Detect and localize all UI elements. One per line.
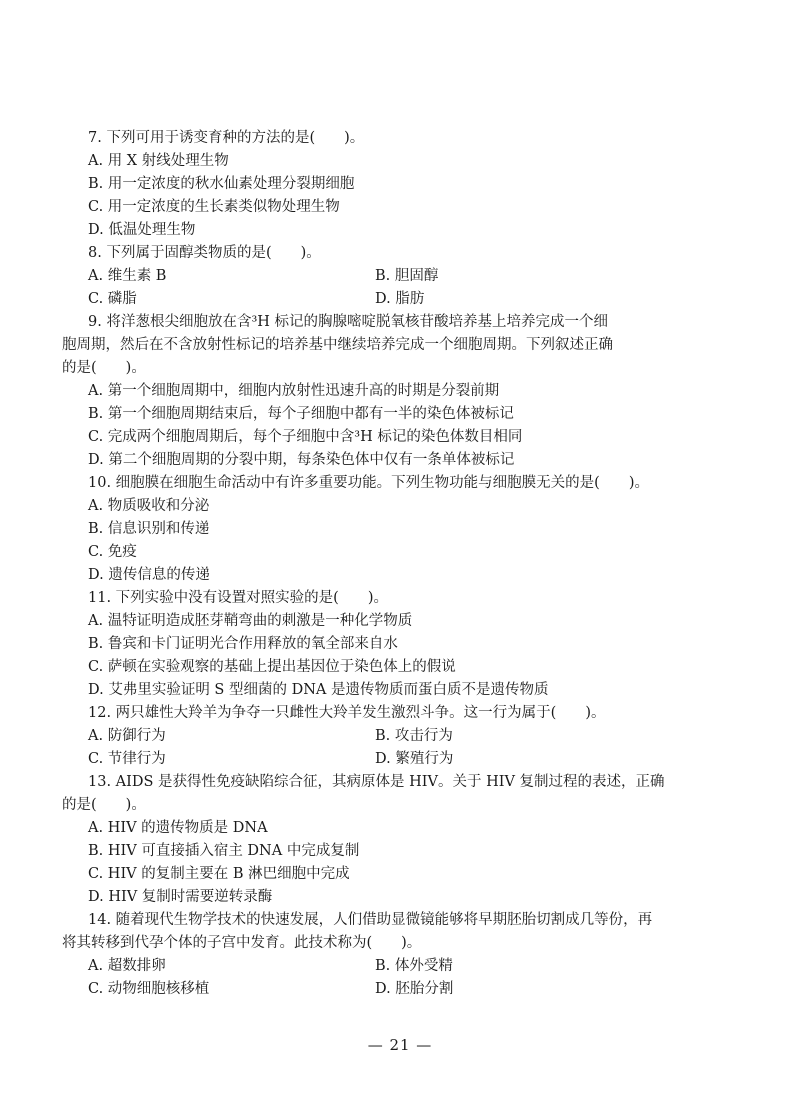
question-9-option-a: A. 第一个细胞周期中，细胞内放射性迅速升高的时期是分裂前期 <box>88 383 500 399</box>
question-13-option-c: C. HIV 的复制主要在 B 淋巴细胞中完成 <box>88 866 350 882</box>
question-7-option-c: C. 用一定浓度的生长素类似物处理生物 <box>88 199 340 215</box>
question-12-option-b: B. 攻击行为 <box>375 728 453 744</box>
question-10-stem: 10. 细胞膜在细胞生命活动中有许多重要功能。下列生物功能与细胞膜无关的是( )。 <box>88 475 649 491</box>
question-13-option-d: D. HIV 复制时需要逆转录酶 <box>88 889 273 905</box>
question-10-option-a: A. 物质吸收和分泌 <box>88 498 210 514</box>
question-11-stem: 11. 下列实验中没有设置对照实验的是( )。 <box>88 590 388 606</box>
question-14-option-a: A. 超数排卵 <box>88 958 166 974</box>
question-8-option-c: C. 磷脂 <box>88 291 137 307</box>
question-9-stem-line-2: 胞周期，然后在不含放射性标记的培养基中继续培养完成一个细胞周期。下列叙述正确 <box>62 337 613 353</box>
question-11-option-a: A. 温特证明造成胚芽鞘弯曲的刺激是一种化学物质 <box>88 613 413 629</box>
question-10-option-c: C. 免疫 <box>88 544 137 560</box>
question-10-option-d: D. 遗传信息的传递 <box>88 567 210 583</box>
question-7-option-d: D. 低温处理生物 <box>88 222 196 238</box>
question-9-option-c: C. 完成两个细胞周期后，每个子细胞中含³H 标记的染色体数目相同 <box>88 429 523 445</box>
question-13-option-b: B. HIV 可直接插入宿主 DNA 中完成复制 <box>88 843 360 859</box>
question-12-option-a: A. 防御行为 <box>88 728 166 744</box>
question-7-stem: 7. 下列可用于诱变育种的方法的是( )。 <box>88 130 365 146</box>
question-8-option-b: B. 胆固醇 <box>375 268 439 284</box>
question-14-option-d: D. 胚胎分割 <box>375 981 454 997</box>
question-13-stem-line-2: 的是( )。 <box>62 797 146 813</box>
question-9-stem-line-1: 9. 将洋葱根尖细胞放在含³H 标记的胸腺嘧啶脱氧核苷酸培养基上培养完成一个细 <box>88 314 609 330</box>
question-12-option-d: D. 繁殖行为 <box>375 751 454 767</box>
question-14-stem-line-1: 14. 随着现代生物学技术的快速发展，人们借助显微镜能够将早期胚胎切割成几等份，再 <box>88 912 653 928</box>
question-14-stem-line-2: 将其转移到代孕个体的子宫中发育。此技术称为( )。 <box>62 935 422 951</box>
question-9-option-b: B. 第一个细胞周期结束后，每个子细胞中都有一半的染色体被标记 <box>88 406 514 422</box>
question-9-stem-line-3: 的是( )。 <box>62 360 146 376</box>
page-number: — 21 — <box>367 1036 433 1054</box>
question-8-option-d: D. 脂肪 <box>375 291 425 307</box>
question-11-option-c: C. 萨顿在实验观察的基础上提出基因位于染色体上的假说 <box>88 659 456 675</box>
question-12-stem: 12. 两只雄性大羚羊为争夺一只雌性大羚羊发生激烈斗争。这一行为属于( )。 <box>88 705 606 721</box>
question-8-stem: 8. 下列属于固醇类物质的是( )。 <box>88 245 321 261</box>
question-11-option-d: D. 艾弗里实验证明 S 型细菌的 DNA 是遗传物质而蛋白质不是遗传物质 <box>88 682 549 698</box>
question-9-option-d: D. 第二个细胞周期的分裂中期，每条染色体中仅有一条单体被标记 <box>88 452 515 468</box>
question-8-option-a: A. 维生素 B <box>88 268 167 284</box>
question-13-stem-line-1: 13. AIDS 是获得性免疫缺陷综合征，其病原体是 HIV。关于 HIV 复制过程的表述，正确 <box>88 774 665 790</box>
question-10-option-b: B. 信息识别和传递 <box>88 521 210 537</box>
question-14-option-b: B. 体外受精 <box>375 958 453 974</box>
question-13-option-a: A. HIV 的遗传物质是 DNA <box>88 820 268 836</box>
question-7-option-b: B. 用一定浓度的秋水仙素处理分裂期细胞 <box>88 176 355 192</box>
question-7-option-a: A. 用 X 射线处理生物 <box>88 153 229 169</box>
question-12-option-c: C. 节律行为 <box>88 751 166 767</box>
question-14-option-c: C. 动物细胞核移植 <box>88 981 210 997</box>
question-11-option-b: B. 鲁宾和卡门证明光合作用释放的氧全部来自水 <box>88 636 398 652</box>
